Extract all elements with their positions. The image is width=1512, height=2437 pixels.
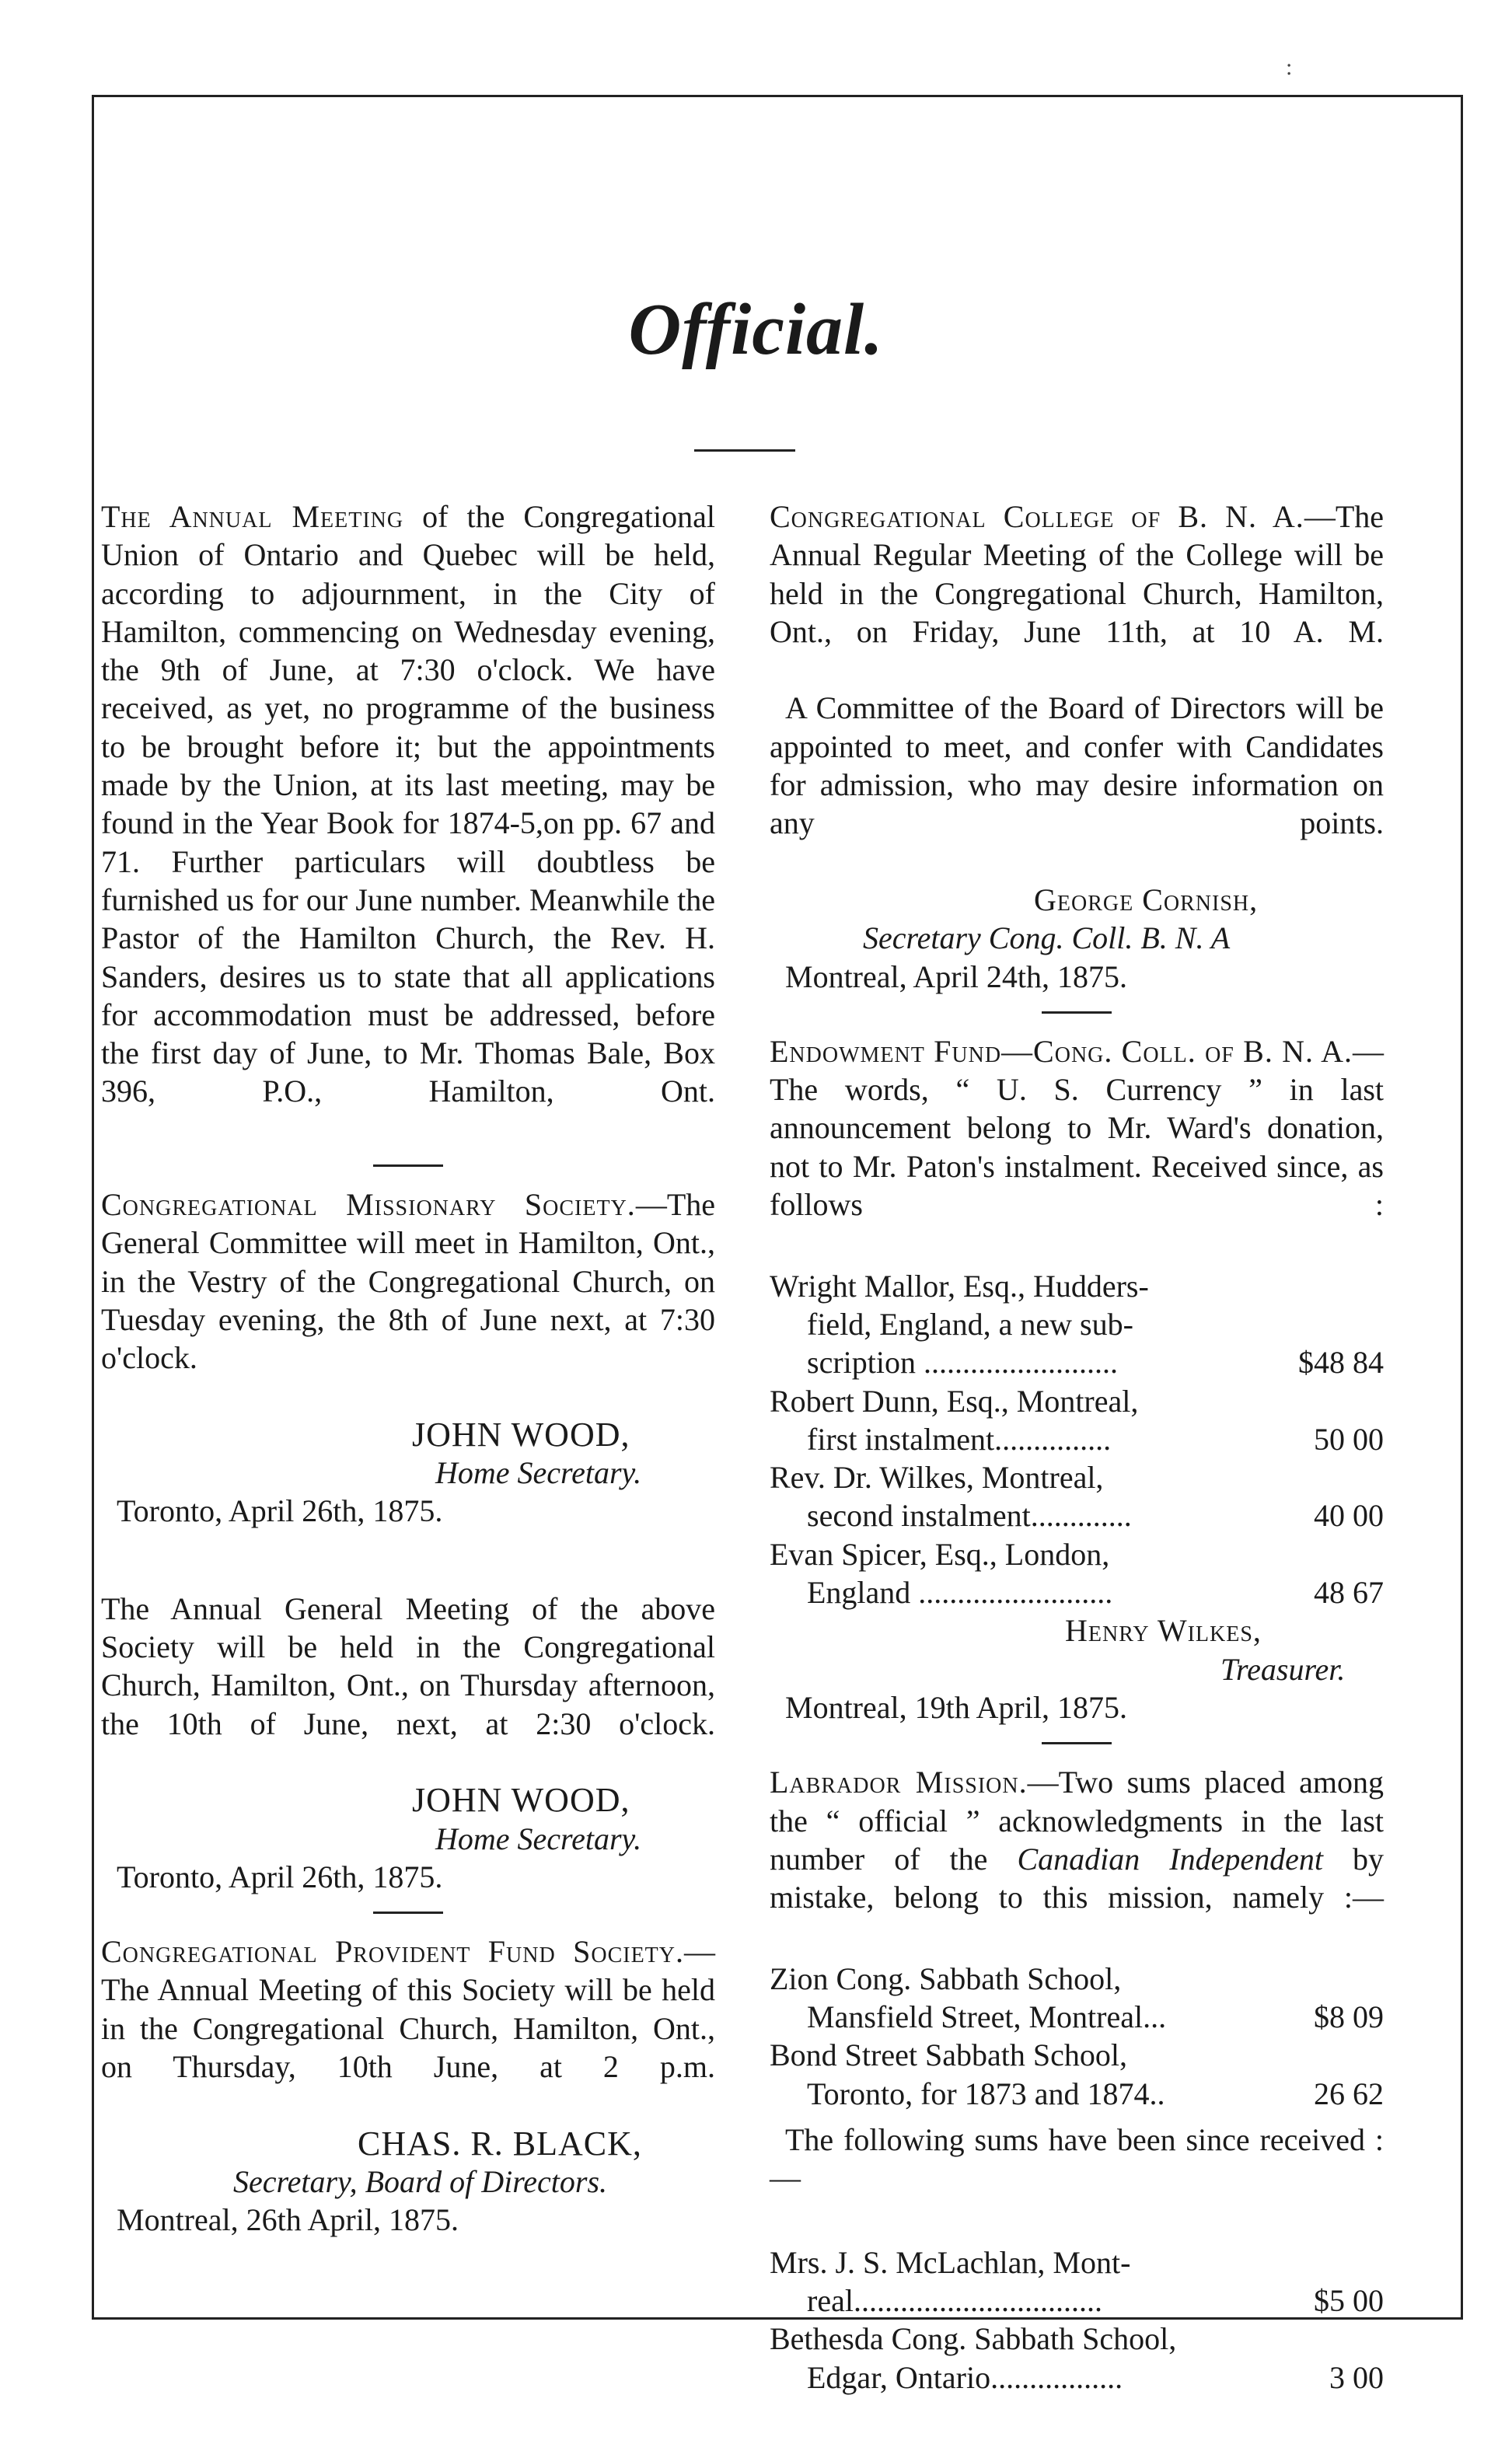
amount: 26 62 [1314,2076,1384,2111]
notice-title: Congregational College of B. N. A. [770,499,1304,534]
labrador-list [770,1960,1384,2113]
signature-name: JOHN WOOD, [412,1781,630,1820]
notice-text: —The Annual Meeting of this Society will be held in the Congregational Church, Hamilton, Ont., on Thursday, 10th June, at 2 p.m. [101,1934,715,2084]
amount: 3 00 [1329,2359,1384,2395]
union-meeting-notice [101,498,715,1149]
signature-name: JOHN WOOD, [412,1415,630,1454]
notice-title: Congregational Provident Fund Society. [101,1934,684,1970]
amount: $8 09 [1314,1999,1384,2034]
notice-date: Montreal, April 24th, 1875. [785,958,1127,994]
signature-name: CHAS. R. BLACK, [358,2124,642,2163]
list-item: Evan Spicer, Esq., London, England ......................... 48 67 [770,1535,1384,1612]
signature-role: Secretary Cong. Coll. B. N. A [863,920,1231,956]
signature-name: George Cornish, [1034,882,1259,917]
section-divider [373,1164,443,1167]
notice-title: Congregational Missionary Society. [101,1187,636,1223]
labrador-mission-notice: Labrador Mission.—Two sums placed among the “ official ” acknowledgments in the last number of the Canadian Independent by mistake, belong to this mission, namely :— [770,1765,1384,1915]
amount: $5 00 [1314,2283,1384,2319]
annual-general-meeting-notice [101,1590,715,1781]
section-divider [373,1912,443,1914]
page-title: Official. [628,289,884,370]
list-item: Bethesda Cong. Sabbath School, Edgar, Ontario................. 3 00 [770,2320,1384,2397]
list-item: Bond Street Sabbath School, Toronto, for 1873 and 1874.. 26 62 [770,2036,1384,2113]
notice-date: Montreal, 19th April, 1875. [785,1689,1127,1725]
notice-text: of the Congregational Union of Ontario and Quebec will be held, according to adjournment, in the City of Hamilton, commencing on Wednesday evening, the 9th of June, at 7:30 o'clock. We have received, as yet, no programme of the business to be brought before it; but the appointments made by the Union, at its last meeting, may be found in the Year Book for 1874-5,on pp. 67 and 71. Further particulars will doubtless be furnished us for our June number. Meanwhile the Pastor of the Hamilton Church, the Rev. H. Sanders, desires us to state that all applications for accommodation must be addressed, before the first day of June, to Mr. Thomas Bale, Box 396, P.O., Hamilton, Ont. [101,499,715,1109]
notice-text: —The Annual Regular Meeting of the College will be held in the Congregational Church, Hamilton, Ont., on Friday, June 11th, at 10 A. M. [770,499,1384,649]
notice-date: Toronto, April 26th, 1875. [117,1493,443,1529]
title-rule [694,449,795,452]
signature-role: Home Secretary. [435,1821,642,1856]
notice-text: A Committee of the Board of Directors will be appointed to meet, and confer with Candidates for admission, who may desire information on any points. [770,690,1384,841]
list-item: Wright Mallor, Esq., Hudders- field, England, a new sub- scription ......................... $48 84 [770,1267,1384,1382]
signature-role: Secretary, Board of Directors. [233,2163,608,2199]
section-divider [1042,1011,1112,1014]
missionary-society-notice [101,1185,715,1416]
since-list [770,2243,1384,2397]
signature-name: Henry Wilkes, [1065,1613,1262,1649]
list-item: Zion Cong. Sabbath School, Mansfield Street, Montreal... $8 09 [770,1960,1384,2037]
endowment-list [770,1267,1384,1612]
list-item: Rev. Dr. Wilkes, Montreal, second instalment............. 40 00 [770,1458,1384,1535]
notice-date: Toronto, April 26th, 1875. [117,1859,443,1894]
left-column [101,498,715,2239]
endowment-fund-notice [770,1032,1384,1262]
notice-date: Montreal, 26th April, 1875. [117,2202,459,2238]
notice-text: The Annual General Meeting of the above Society will be held in the Congregational Church, Hamilton, Ont., on Thursday afternoon, the 10th of June, next, at 2:30 o'clock. [101,1590,715,1741]
committee-notice [770,689,1384,880]
notice-title: The Annual Meeting [101,499,404,534]
amount: 48 67 [1314,1575,1384,1611]
amount: $48 84 [1298,1345,1384,1381]
list-item: Robert Dunn, Esq., Montreal, first instalment............... 50 00 [770,1382,1384,1459]
section-divider [1042,1742,1112,1744]
margin-mark: : [1286,54,1293,80]
amount: 40 00 [1314,1498,1384,1534]
since-received-text: The following sums have been since received :— [770,2121,1384,2196]
notice-title: Labrador Mission. [770,1765,1028,1800]
notice-text: —The General Committee will meet in Hamilton, Ont., in the Vestry of the Congregational Church, on Tuesday evening, the 8th of June next, at 7:30 o'clock. [101,1187,715,1376]
right-column [770,498,1384,2397]
notice-text: —The words, “ U. S. Currency ” in last announcement belong to Mr. Ward's donation, not to Mr. Paton's instalment. Received since, as follows : [770,1033,1384,1223]
college-meeting-notice [770,498,1384,689]
notice-title: Endowment Fund—Cong. Coll. of B. N. A. [770,1033,1353,1069]
signature-role: Treasurer. [1220,1651,1346,1687]
provident-fund-notice [101,1932,715,2124]
list-item: Mrs. J. S. McLachlan, Mont- real................................ $5 00 [770,2243,1384,2320]
amount: 50 00 [1314,1421,1384,1457]
signature-role: Home Secretary. [435,1455,642,1491]
